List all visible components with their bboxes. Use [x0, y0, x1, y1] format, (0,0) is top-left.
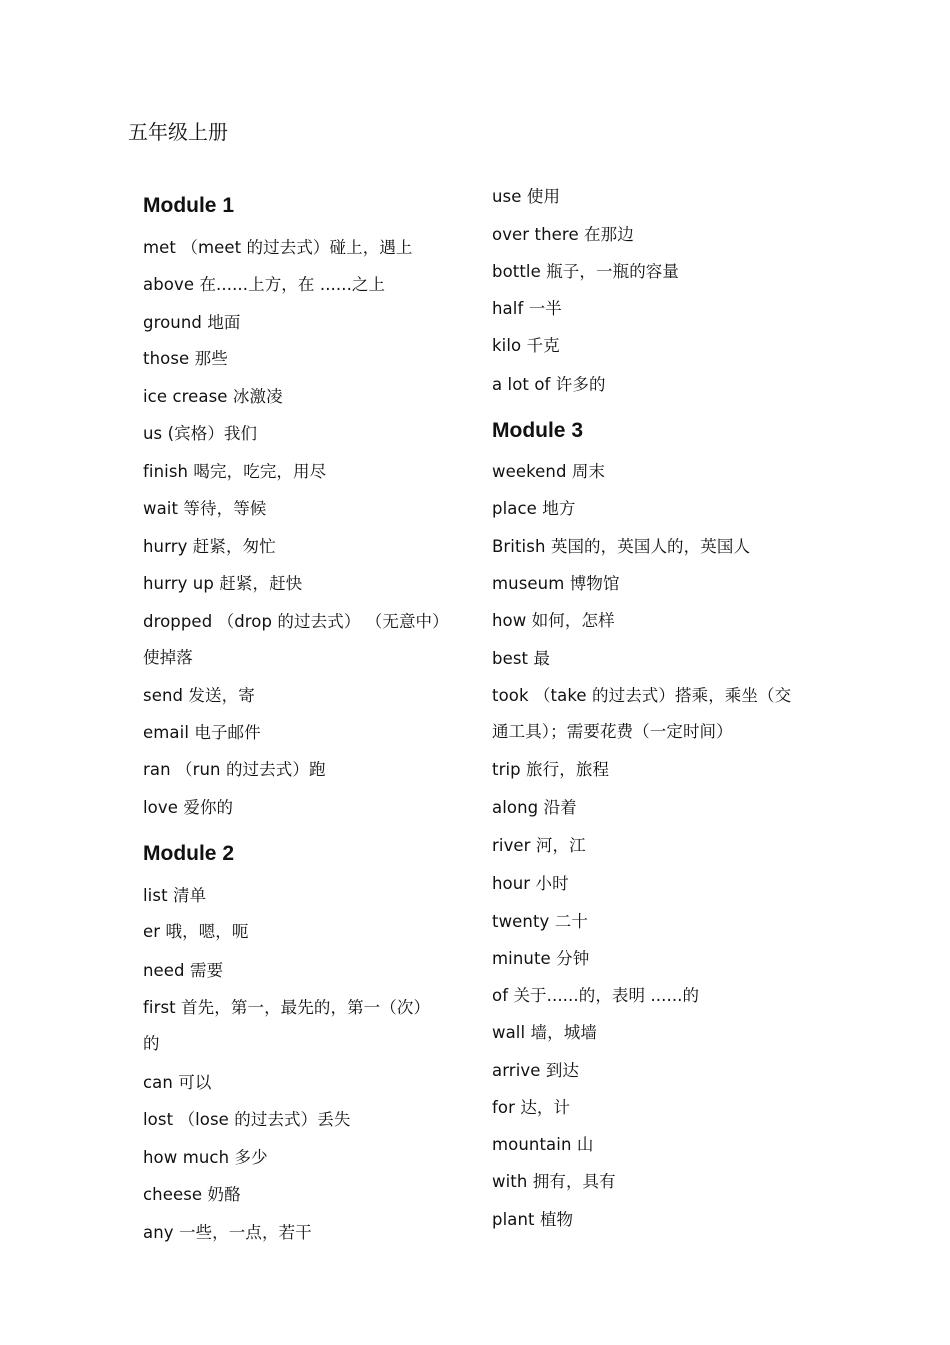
vocab-item: cheese 奶酪	[143, 1185, 241, 1204]
vocab-item: best 最	[492, 649, 551, 668]
vocab-item: email 电子邮件	[143, 723, 261, 742]
vocab-item: how much 多少	[143, 1148, 268, 1167]
vocab-item: along 沿着	[492, 798, 577, 817]
vocab-item: er 哦，嗯，呃	[143, 922, 249, 941]
vocab-item: lost （lose 的过去式）丢失	[143, 1110, 351, 1129]
vocab-item: river 河，江	[492, 836, 586, 855]
vocab-item: those 那些	[143, 349, 228, 368]
vocab-item: send 发送，寄	[143, 686, 255, 705]
vocab-item: took （take 的过去式）搭乘，乘坐（交	[492, 686, 792, 705]
vocab-item: with 拥有，具有	[492, 1172, 616, 1191]
vocab-item: minute 分钟	[492, 949, 590, 968]
vocab-item: half 一半	[492, 299, 562, 318]
vocab-item: hour 小时	[492, 874, 569, 893]
vocab-item-continuation: 的	[143, 1034, 160, 1053]
vocab-item: finish 喝完，吃完，用尽	[143, 462, 327, 481]
vocab-item: wait 等待，等候	[143, 499, 267, 518]
vocab-item: bottle 瓶子，一瓶的容量	[492, 262, 679, 281]
module-heading: Module 3	[492, 419, 584, 442]
vocab-item: love 爱你的	[143, 798, 234, 817]
page-title: 五年级上册	[128, 120, 228, 144]
vocab-item-continuation: 通工具）；需要花费（一定时间）	[492, 722, 733, 741]
vocab-item: of 关于......的，表明 ......的	[492, 986, 700, 1005]
vocab-item-continuation: 使掉落	[143, 648, 193, 667]
vocab-item: dropped （drop 的过去式） （无意中）	[143, 612, 449, 631]
vocab-item: ice crease 冰激凌	[143, 387, 283, 406]
module-heading: Module 2	[143, 842, 235, 865]
vocab-item: hurry up 赶紧，赶快	[143, 574, 303, 593]
vocab-item: how 如何，怎样	[492, 611, 615, 630]
vocab-item: for 达，计	[492, 1098, 571, 1117]
vocab-item: use 使用	[492, 187, 561, 206]
vocab-item: trip 旅行，旅程	[492, 760, 610, 779]
vocab-item: British 英国的，英国人的，英国人	[492, 537, 751, 556]
vocab-item: a lot of 许多的	[492, 375, 606, 394]
vocab-item: mountain 山	[492, 1135, 594, 1154]
vocab-item: need 需要	[143, 961, 224, 980]
vocab-item: hurry 赶紧，匆忙	[143, 537, 276, 556]
vocab-item: kilo 千克	[492, 336, 560, 355]
vocab-item: above 在......上方，在 ......之上	[143, 275, 386, 294]
vocab-item: any 一些，一点，若干	[143, 1223, 312, 1242]
vocab-item: ground 地面	[143, 313, 241, 332]
vocab-item: twenty 二十	[492, 912, 588, 931]
vocab-item: over there 在那边	[492, 225, 634, 244]
vocab-item: first 首先，第一，最先的，第一（次）	[143, 998, 431, 1017]
vocab-item: arrive 到达	[492, 1061, 580, 1080]
vocab-item: wall 墙，城墙	[492, 1023, 597, 1042]
module-heading: Module 1	[143, 194, 235, 217]
vocab-item: plant 植物	[492, 1210, 574, 1229]
vocab-item: us (宾格）我们	[143, 424, 258, 443]
vocab-item: ran （run 的过去式）跑	[143, 760, 326, 779]
vocab-item: can 可以	[143, 1073, 212, 1092]
vocab-item: met （meet 的过去式）碰上，遇上	[143, 238, 413, 257]
vocab-item: place 地方	[492, 499, 576, 518]
vocab-item: museum 博物馆	[492, 574, 620, 593]
vocab-item: weekend 周末	[492, 462, 606, 481]
vocab-item: list 清单	[143, 886, 207, 905]
